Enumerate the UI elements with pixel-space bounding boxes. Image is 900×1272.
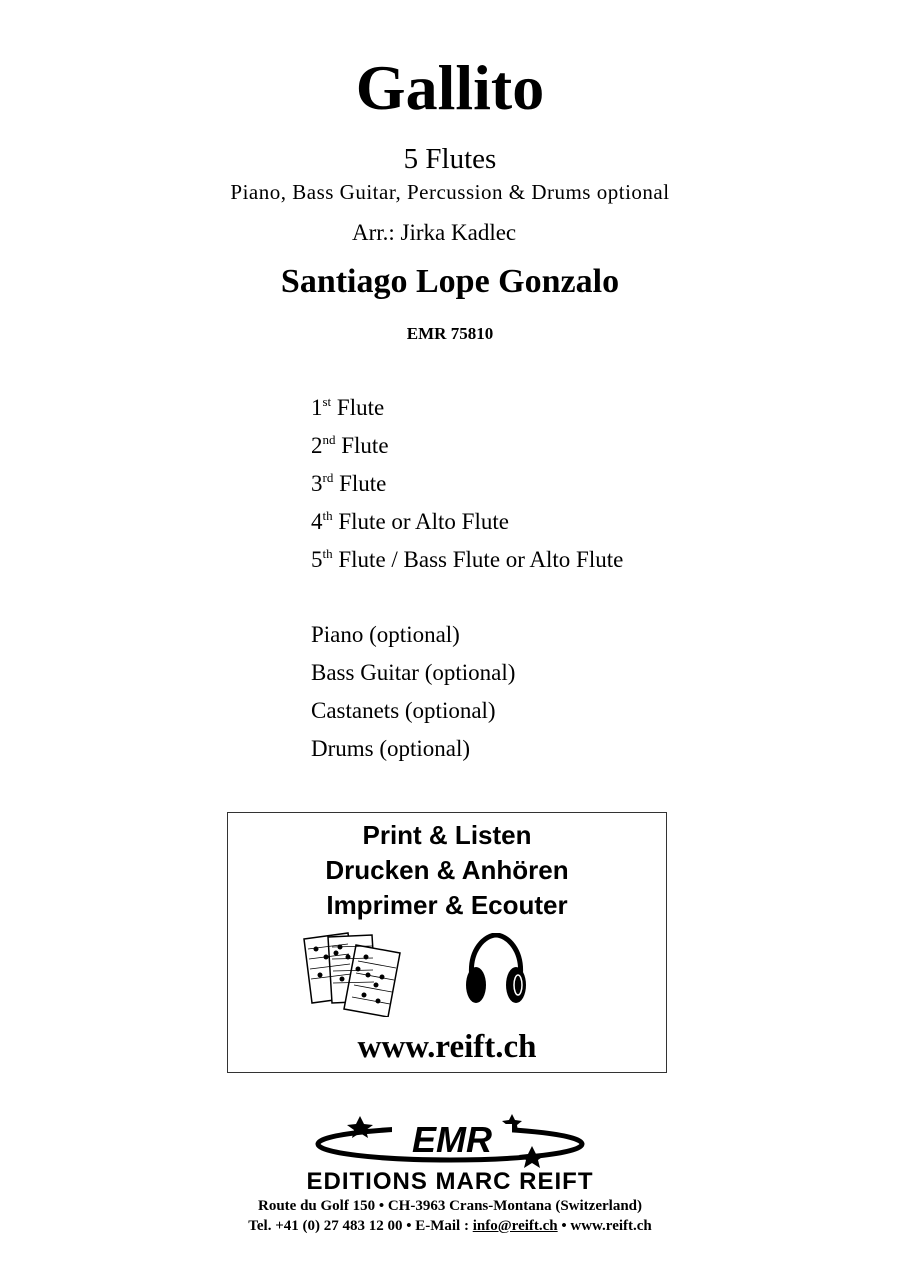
promo-line-english: Print & Listen [362,820,532,850]
optional-parts-list [311,616,515,768]
composer: Santiago Lope Gonzalo [280,263,620,300]
part-item: 3rd Flute [311,470,387,496]
part-item: 5th Flute / Bass Flute or Alto Flute [311,546,624,572]
optional-instruments-note: Piano, Bass Guitar, Percussion & Drums optional [230,180,670,204]
publisher-name: EDITIONS MARC REIFT [306,1168,594,1195]
part-item: Castanets (optional) [311,698,496,723]
arranger: Arr.: Jirka Kadlec [352,220,517,245]
promo-url[interactable]: www.reift.ch [357,1029,537,1065]
print-listen-box [227,812,667,1073]
part-item: Drums (optional) [311,736,471,761]
logo-text: EMR [412,1119,492,1160]
promo-line-french: Imprimer & Ecouter [326,890,568,920]
catalog-number: EMR 75810 [406,324,494,343]
score-title: Gallito [355,52,545,123]
part-item: 1st Flute [311,394,385,420]
instrumentation: 5 Flutes [403,143,497,175]
promo-line-german: Drucken & Anhören [325,855,569,885]
part-item: Bass Guitar (optional) [311,660,516,685]
part-item: 4th Flute or Alto Flute [311,508,509,534]
contact-prefix: Tel. +41 (0) 27 483 12 00 • E-Mail : [248,1218,473,1234]
publisher-contact [0,1216,900,1236]
part-item: Piano (optional) [311,622,460,647]
contact-suffix: • www.reift.ch [557,1218,652,1234]
headphones-icon [464,933,528,1007]
emr-logo [300,1108,600,1168]
part-item: 2nd Flute [311,432,389,458]
publisher-address: Route du Golf 150 • CH-3963 Crans-Montana (Switzerland) [258,1198,642,1214]
email-link[interactable]: info@reift.ch [472,1218,558,1234]
flute-parts-list [311,389,623,579]
sheet-music-icon [300,931,410,1017]
